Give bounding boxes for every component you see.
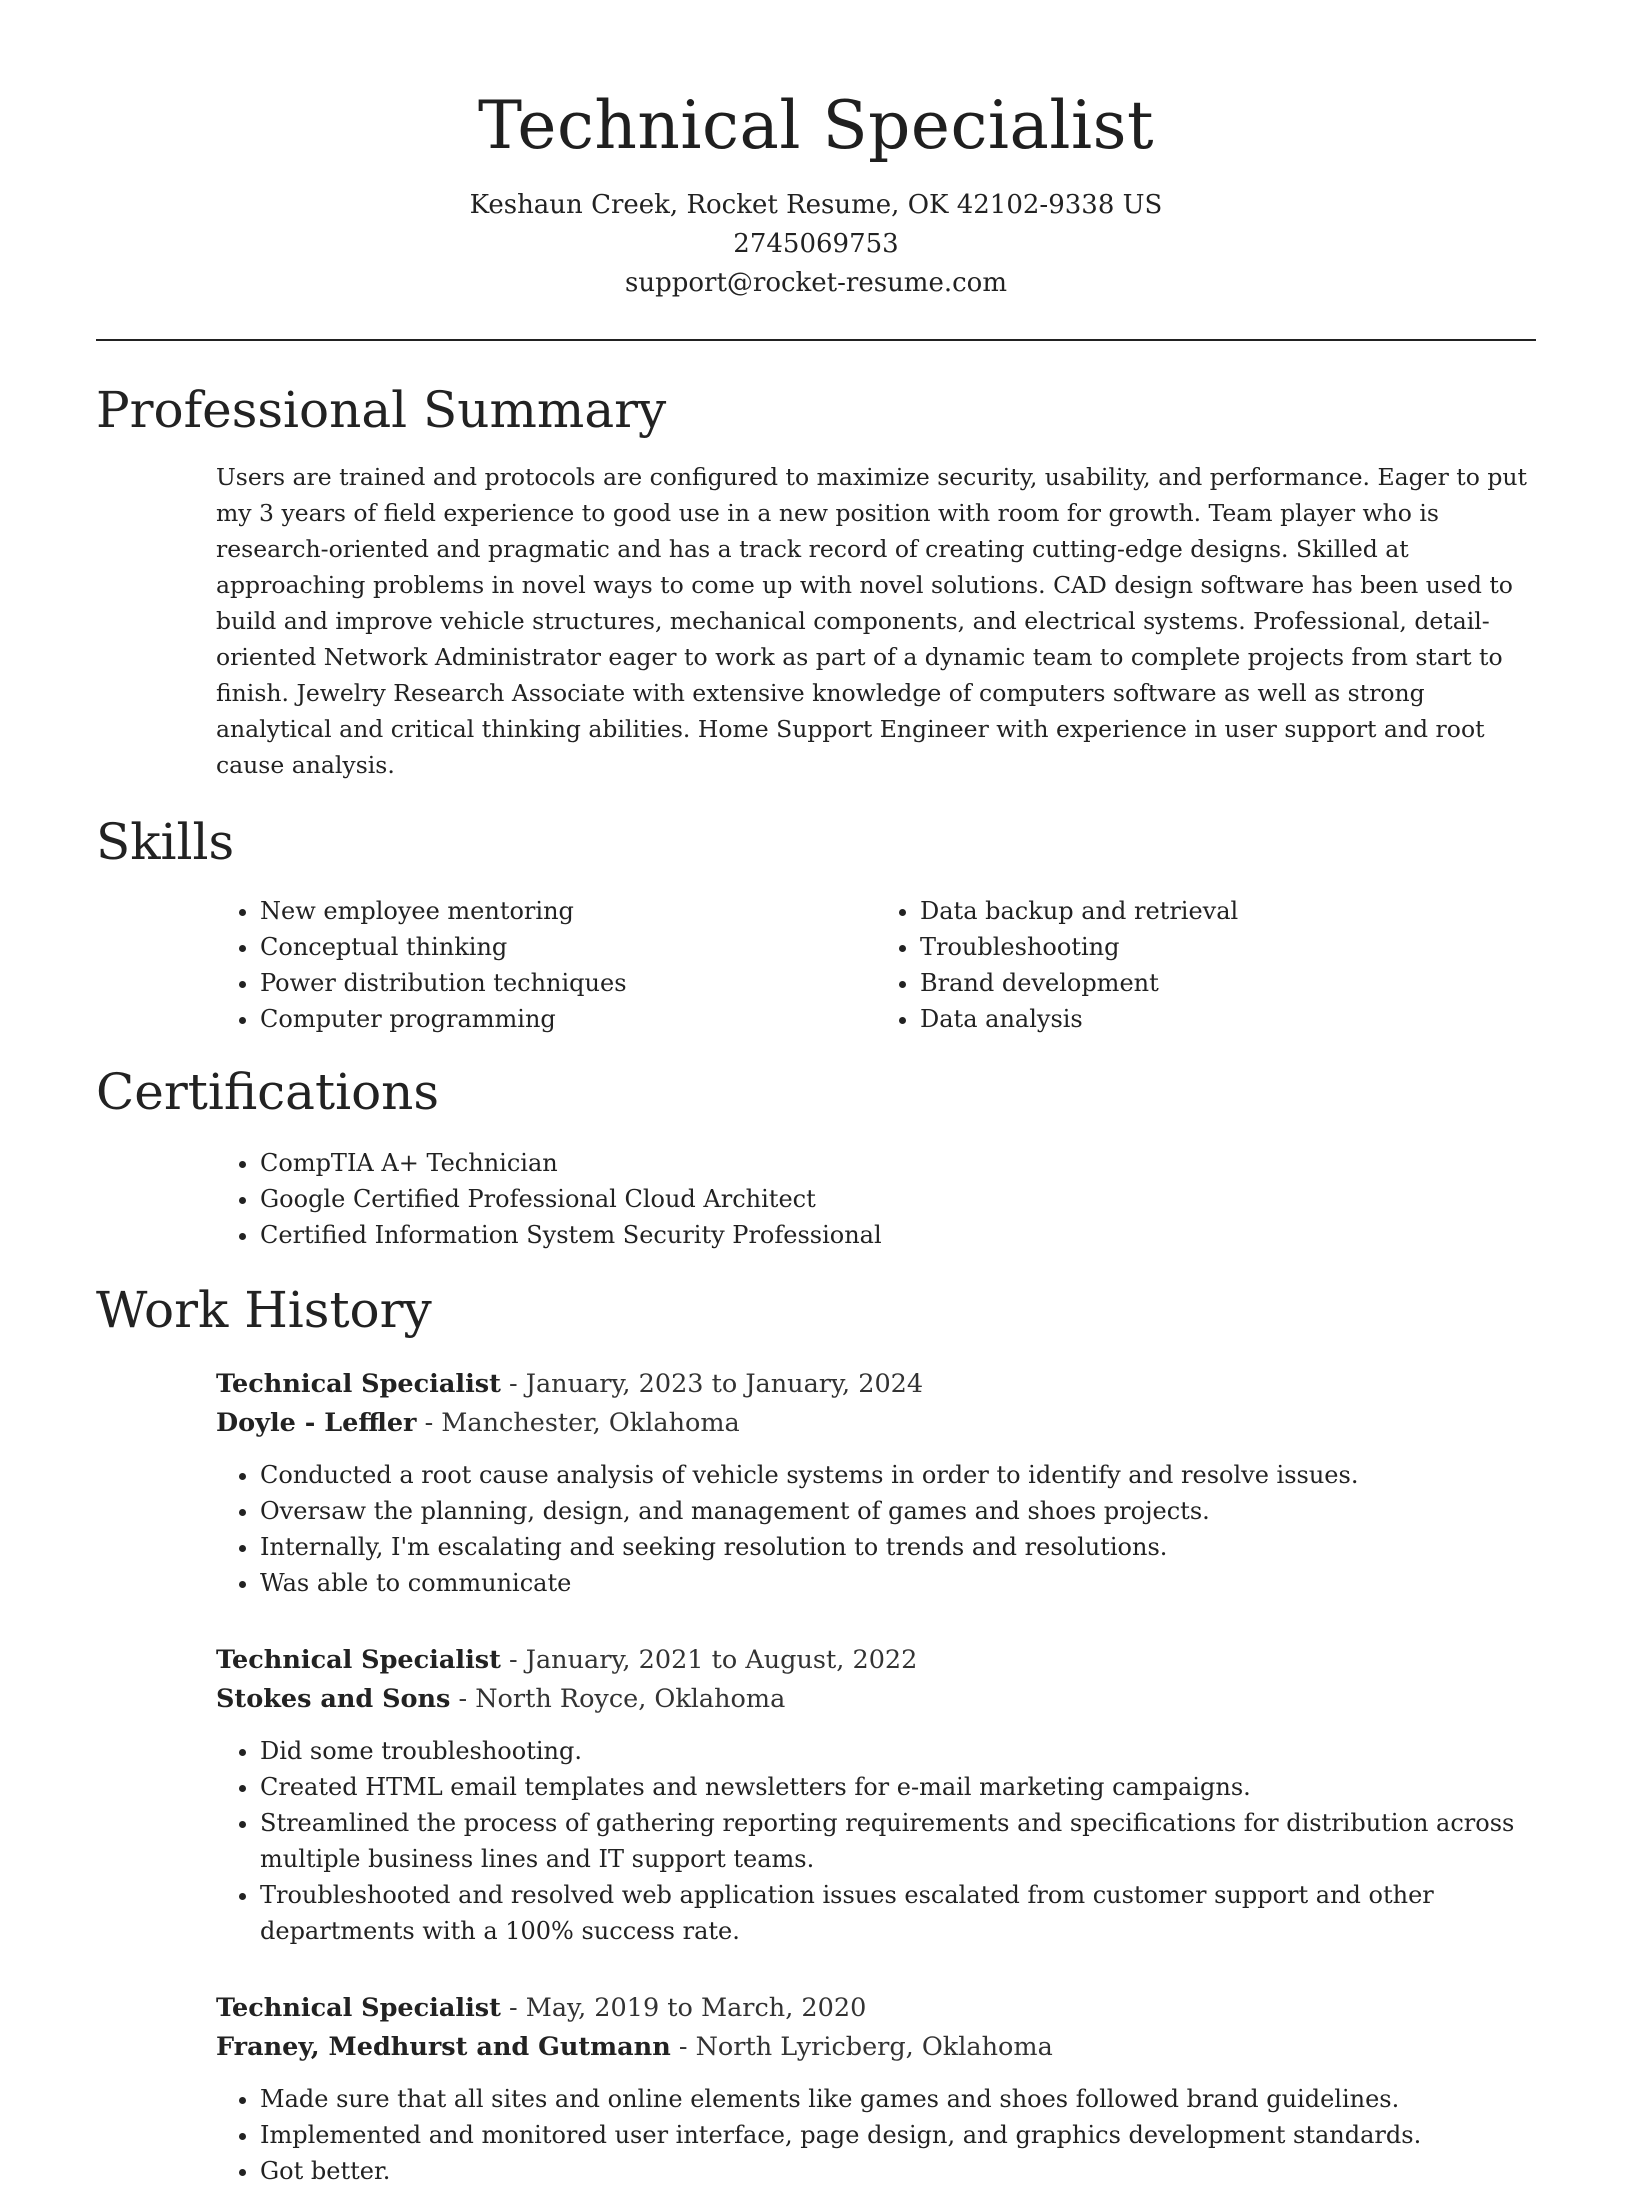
job-location: - Manchester, Oklahoma [416, 1408, 740, 1438]
job-dates: - January, 2021 to August, 2022 [500, 1645, 918, 1675]
work-history-heading: Work History [96, 1281, 432, 1339]
job-bullet: • Troubleshooted and resolved web application issues escalated from customer support and other departments with a 100% success rate. [260, 1877, 1536, 1949]
job-entry [216, 1365, 1536, 1601]
job-title-line [216, 1989, 1536, 2028]
job-bullets [216, 1733, 1536, 1949]
contact-phone: 2745069753 [733, 229, 899, 259]
job-company-line [216, 2028, 1536, 2067]
job-entry [216, 1989, 1536, 2189]
job-dates: - May, 2019 to March, 2020 [500, 1993, 867, 2023]
job-title: Technical Specialist [216, 1645, 501, 1675]
job-dates: - January, 2023 to January, 2024 [500, 1369, 924, 1399]
job-company: Doyle - Leffler [216, 1408, 417, 1438]
job-bullet: • Created HTML email templates and newsletters for e-mail marketing campaigns. [260, 1769, 1536, 1805]
summary-text: Users are trained and protocols are configured to maximize security, usability, and performance. Eager to put my 3 years of field experience to good use in a new position with room for growth. Team player who is research-oriented and pragmatic and has a track record of creating cutting-edge designs. Skilled at approaching problems in novel ways to come up with novel solutions. CAD design software has been used to build and improve vehicle structures, mechanical components, and electrical systems. Professional, detail-oriented Network Administrator eager to work as part of a dynamic team to complete projects from start to finish. Jewelry Research Associate with extensive knowledge of computers software as well as strong analytical and critical thinking abilities. Home Support Engineer with experience in user support and root cause analysis. [216, 463, 1527, 779]
job-bullet: • Oversaw the planning, design, and management of games and shoes projects. [260, 1493, 1536, 1529]
certification-item: • Certified Information System Security Professional [260, 1217, 1536, 1253]
skills-column-left [216, 893, 876, 1037]
job-bullet: • Conducted a root cause analysis of vehicle systems in order to identify and resolve issues. [260, 1457, 1536, 1493]
job-company-line [216, 1404, 1536, 1443]
skill-item: • Conceptual thinking [260, 929, 876, 965]
summary-heading: Professional Summary [96, 381, 667, 439]
certifications-heading: Certifications [96, 1063, 440, 1121]
skill-item: • Troubleshooting [920, 929, 1536, 965]
job-bullet: • Made sure that all sites and online elements like games and shoes followed brand guidelines. [260, 2081, 1536, 2117]
certifications-list [216, 1145, 1536, 1253]
job-bullet: • Streamlined the process of gathering reporting requirements and specifications for distribution across multiple business lines and IT support teams. [260, 1805, 1536, 1877]
job-title: Technical Specialist [216, 1993, 501, 2023]
job-title-line [216, 1641, 1536, 1680]
resume-page [96, 0, 1536, 2189]
resume-title: Technical Specialist [478, 87, 1154, 164]
skills-list [216, 893, 1536, 1037]
job-bullet: • Was able to communicate [260, 1565, 1536, 1601]
job-title-line [216, 1365, 1536, 1404]
skill-item: • Computer programming [260, 1001, 876, 1037]
header-divider [96, 339, 1536, 341]
contact-block [96, 186, 1536, 303]
skill-item: • Data backup and retrieval [920, 893, 1536, 929]
skill-item: • Brand development [920, 965, 1536, 1001]
skill-item: • New employee mentoring [260, 893, 876, 929]
job-company: Franey, Medhurst and Gutmann [216, 2032, 671, 2062]
skills-column-right [876, 893, 1536, 1037]
job-bullet: • Implemented and monitored user interface, page design, and graphics development standards. [260, 2117, 1536, 2153]
job-bullets [216, 1457, 1536, 1601]
job-company: Stokes and Sons [216, 1684, 451, 1714]
job-bullet: • Got better. [260, 2153, 1536, 2189]
skill-item: • Data analysis [920, 1001, 1536, 1037]
job-entry [216, 1641, 1536, 1949]
job-location: - North Lyricberg, Oklahoma [670, 2032, 1053, 2062]
skill-item: • Power distribution techniques [260, 965, 876, 1001]
job-location: - North Royce, Oklahoma [450, 1684, 786, 1714]
certification-item: • CompTIA A+ Technician [260, 1145, 1536, 1181]
contact-address: Keshaun Creek, Rocket Resume, OK 42102-9338 US [469, 190, 1163, 220]
job-bullets [216, 2081, 1536, 2189]
job-bullet: • Did some troubleshooting. [260, 1733, 1536, 1769]
skills-heading: Skills [96, 813, 235, 871]
job-title: Technical Specialist [216, 1369, 501, 1399]
job-bullet: • Internally, I'm escalating and seeking resolution to trends and resolutions. [260, 1529, 1536, 1565]
certification-item: • Google Certified Professional Cloud Architect [260, 1181, 1536, 1217]
job-company-line [216, 1680, 1536, 1719]
contact-email: support@rocket-resume.com [624, 268, 1007, 298]
